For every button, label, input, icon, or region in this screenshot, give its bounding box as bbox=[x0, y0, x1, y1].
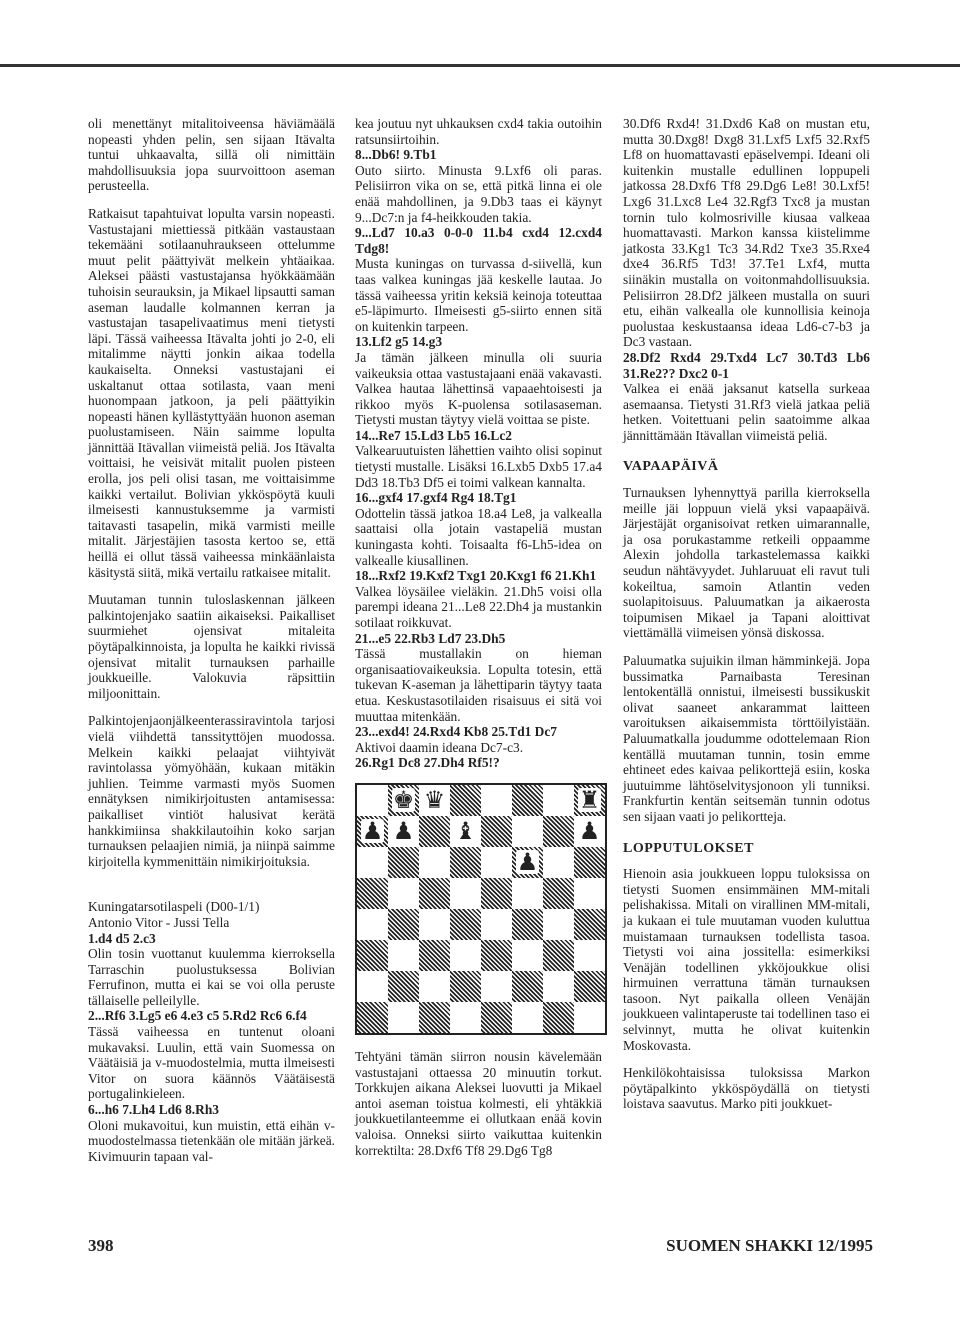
board-square bbox=[481, 909, 512, 940]
chess-piece-icon: ♜ bbox=[578, 786, 601, 815]
annotation: kea joutuu nyt uhkauksen cxd4 takia outoihin ratsunsiirtoihin. bbox=[355, 116, 602, 147]
board-square bbox=[357, 1002, 388, 1033]
game-players: Antonio Vitor - Jussi Tella bbox=[88, 914, 230, 930]
page-number: 398 bbox=[88, 1236, 114, 1255]
annotation: Tehtyäni tämän siirron nousin kävelemään vastustajani ottaessa 20 minuutin torkut. Torkkujen aikana Aleksei luovutti ja Mikael antoi aseman toistua kolmesti, eli yhtäkkiä joukkuetilanteemme ei ollutkaan enää kovin valoisa. Onneksi siirto vaikuttaa kuitenkin korrektilta: 28.Dxf6 Tf8 29.Dg6 Tg8 bbox=[355, 1048, 602, 1158]
board-square bbox=[388, 940, 419, 971]
board-square bbox=[512, 816, 543, 847]
paragraph: Paluumatka sujuikin ilman hämminkejä. Jopa bussimatka Parnaibasta Teresinan lentokentällä onnistui, ilmeisesti bussikuskit olivat saaneet ankarammat laitteen varoituksen aikaisemmista törttöilyistään. Paluumatkalla joudumme odottelemaan Rion kentällä muutaman tunnin, tosin emme ehtineet edes kaivaa pelikorttejä esiin, koska juutuimme lähtöselvitysjonoon yli tunniksi. Frankfurtin kentän seitsemän tunnin odotus sen sijaan vaati jo pelikortteja. bbox=[623, 653, 870, 824]
board-square bbox=[543, 785, 574, 816]
board-square bbox=[512, 1002, 543, 1033]
board-square bbox=[388, 1002, 419, 1033]
board-square bbox=[481, 1002, 512, 1033]
board-square bbox=[512, 940, 543, 971]
chess-piece-icon: ♟ bbox=[578, 817, 601, 846]
annotation: Tässä mustallakin on hieman organisaatiovaikeuksia. Lopulta totesin, että tukevan K-aseman ja lähettiparin täytyy taata etua. Keskustasotilaiden risaisuus ei sitä voi muuttaa mitenkään. bbox=[355, 646, 602, 724]
board-square bbox=[574, 940, 605, 971]
annotation: Valkearuutuisten lähettien vaihto olisi sopinut tietysti mustalle. Lisäksi 16.Lxb5 Dxb5 17.a4 Dd3 18.Tb3 Df5 ei toimi valkean kannalta. bbox=[355, 443, 602, 490]
section-heading-lopputulokset: LOPPUTULOKSET bbox=[623, 840, 754, 856]
board-square bbox=[543, 971, 574, 1002]
board-square bbox=[357, 785, 388, 816]
annotation: Outo siirto. Minusta 9.Lxf6 oli paras. Pelisiirron vika on se, että pitkä linna ei ole enää mahdollinen, ja 9.Db3 taas ei käynyt 9...Dc7:n ja f4-heikkouden takia. bbox=[355, 162, 602, 225]
board-square bbox=[450, 816, 481, 847]
move-text: 23...exd4! 24.Rxd4 Kb8 25.Td1 Dc7 bbox=[355, 724, 557, 740]
board-square bbox=[419, 878, 450, 909]
board-square bbox=[574, 785, 605, 816]
game-heading: Kuningatarsotilaspeli (D00-1/1) bbox=[88, 899, 260, 915]
move-text: 14...Re7 15.Ld3 Lb5 16.Lc2 bbox=[355, 427, 512, 443]
paragraph: Ratkaisut tapahtuivat lopulta varsin nopeasti. Vastustajani miettiessä pitkään vastaustaan tekemääni sotilaanuhraukseen ottelumme muut pelit päättyivät melkein yhtäaikaa. Aleksei päästi vastustajansa hyökkäämään tuhoisin seurauksin, ja Mikael lipsautti saman aseman laudalle kolmannen kerran ja vastustajan tasapelivaatimus meni tietysti läpi. Tässä vaiheessa Itävalta johti jo 2-0, eli mitalimme näytti jonkin aikaa todella kaukaiselta. Onneksi vastustajani ei uskaltanut ottaa sotilasta, vaan meni huonompaan jatkoon, ja peli päättyikin nopeasti hänen kyllästyttyään huonon aseman puolustamiseen. Näin saimme lopulta jännittää Itävallan viimeistä peliä. Jos Itävalta voittaisi, he veisivät mitalit puolen pisteen erolla, jos peli olisi tasan, me voittaisimme kaikki vertailut. Bolivian ykköspöytä kuuli ilmeisesti kannustuksemme ja varmisti taitavasti tasapelin, mikä varmisti meille mitalit. Järjestäjien tasosta kertoo se, että heillä ei ollut tässä vaiheessa minkäänlaista käsitystä siitä, mikä vertailu ratkaisee mitalit. bbox=[88, 205, 335, 580]
board-square bbox=[481, 847, 512, 878]
board-square bbox=[388, 909, 419, 940]
board-square bbox=[512, 878, 543, 909]
annotation: Odottelin tässä jatkoa 18.a4 Le8, ja valkealla saattaisi olla jotain vastapeliä mustan kuningasta kohti. Toisaalta f6-Lh5-idea on valkealle kiusallinen. bbox=[355, 505, 602, 568]
chess-piece-icon: ♛ bbox=[423, 786, 446, 815]
board-square bbox=[543, 847, 574, 878]
move-text: 13.Lf2 g5 14.g3 bbox=[355, 334, 443, 350]
board-square bbox=[481, 971, 512, 1002]
chess-piece-icon: ♟ bbox=[392, 817, 415, 846]
board-square bbox=[450, 940, 481, 971]
board-square bbox=[419, 1002, 450, 1033]
board-square bbox=[512, 971, 543, 1002]
board-square bbox=[543, 878, 574, 909]
annotation: Olin tosin vuottanut kuulemma kierroksella Tarraschin puolustuksessa Bolivian Ferrufinon, mutta ei kai se voi olla peruste tällaiselle pelleilylle. bbox=[88, 946, 335, 1008]
top-rule bbox=[0, 64, 960, 67]
board-square bbox=[512, 847, 543, 878]
board-square bbox=[574, 1002, 605, 1033]
board-square bbox=[450, 1002, 481, 1033]
board-square bbox=[357, 878, 388, 909]
board-square bbox=[574, 909, 605, 940]
chess-piece-icon: ♚ bbox=[392, 786, 415, 815]
board-square bbox=[357, 909, 388, 940]
board-square bbox=[419, 847, 450, 878]
move-text: 28.Df2 Rxd4 29.Txd4 Lc7 30.Td3 Lb6 31.Re2?? Dxc2 0-1 bbox=[623, 349, 870, 381]
annotation: Ja tämän jälkeen minulla oli suuria vaikeuksia ottaa vastustajaani enää vakavasti. Valkea hautaa lähettinsä vapaaehtoisesti ja rikkoo myös K-puolensa sotilasaseman. Tietysti mustan täytyy vielä voittaa se piste. bbox=[355, 349, 602, 428]
move-text: 1.d4 d5 2.c3 bbox=[88, 930, 156, 946]
board-square bbox=[450, 847, 481, 878]
paragraph: Hienoin asia joukkueen loppu tuloksissa on tietysti Suomen ensimmäinen MM-mitali pelishakissa. Mitali on virallinen MM-mitali, ja kukaan ei tule muutaman vuoden kuluttua muistamaan turnauksen todellista tasoa. Tietysti voi aina jossitella: esimerkiksi Venäjän todellinen ykköjoukkue olisi hirmuinen verrattuna tämän turnauksen tasoon. Nyt paikalla olleen Venäjän joukkueen valintaperuste tai todellinen taso ei selvinnyt, mutta he olivat kuitenkin Moskovasta. bbox=[623, 866, 870, 1053]
section-heading-vapaapaiva: VAPAAPÄIVÄ bbox=[623, 459, 719, 475]
board-square bbox=[357, 816, 388, 847]
move-text: 9...Ld7 10.a3 0-0-0 11.b4 cxd4 12.cxd4 Tdg8! bbox=[355, 225, 602, 256]
annotation: Valkea ei enää jaksanut katsella surkeaa asemaansa. Tietysti 31.Rf3 vielä jatkaa peliä hetken. Voitettuani pelin saatoimme alkaa jännittämään Itävallan viimeistä peliä. bbox=[623, 381, 870, 443]
board-square bbox=[450, 878, 481, 909]
journal-title: SUOMEN SHAKKI 12/1995 bbox=[666, 1236, 873, 1255]
board-square bbox=[574, 971, 605, 1002]
paragraph: Henkilökohtaisissa tuloksissa Markon pöytäpalkinto ykköspöydällä on tietysti loistava saavutus. Marko piti joukkuet- bbox=[623, 1065, 870, 1112]
board-square bbox=[543, 940, 574, 971]
paragraph: oli menettänyt mitalitoiveensa häviämäälä nopeasti yhden pelin, sen sijaan Itävalta tuntui uhkaavalta, sillä oli nimittäin mahdollisuuksia jopa suurvoittoon aseman perusteella. bbox=[88, 116, 335, 194]
board-square bbox=[512, 785, 543, 816]
move-text: 6...h6 7.Lh4 Ld6 8.Rh3 bbox=[88, 1102, 219, 1118]
board-square bbox=[450, 785, 481, 816]
column-1 bbox=[88, 116, 335, 1164]
board-square bbox=[574, 816, 605, 847]
board-square bbox=[543, 1002, 574, 1033]
board-square bbox=[512, 909, 543, 940]
board-square bbox=[450, 909, 481, 940]
move-text: 18...Rxf2 19.Kxf2 Txg1 20.Kxg1 f6 21.Kh1 bbox=[355, 568, 597, 584]
annotation: Tässä vaiheessa en tuntenut oloani mukavaksi. Luulin, että vain Suomessa on Väätäisiä ja v-muodostelmia, mutta ilmeisesti Vitor on suora käännös Väätäisestä portugalinkieleen. bbox=[88, 1024, 335, 1102]
chess-board-diagram bbox=[355, 783, 607, 1035]
board-square bbox=[388, 878, 419, 909]
board-square bbox=[481, 878, 512, 909]
board-square bbox=[357, 940, 388, 971]
board-square bbox=[450, 971, 481, 1002]
chess-piece-icon: ♝ bbox=[454, 817, 477, 846]
annotation: Oloni mukavoitui, kun muistin, että eihän v-muodostelmassa tietenkään ole mitään järkeä. Kivimuurin tapaan val- bbox=[88, 1117, 335, 1164]
annotation: 30.Df6 Rxd4! 31.Dxd6 Ka8 on mustan etu, mutta 30.Dxg8! Dxg8 31.Lxf5 Lxf5 32.Rxf5 Lf8 on huomattavasti epäselvempi. Ideani oli kuitenkin mustalle edullinen loppupeli jatkossa 28.Dxf6 Tf8 29.Dg6 Le8! 30.Lxf5! Lxg6 31.Lxc8 Le4 32.Rgf3 Txc8 ja mustan tornin tulo kolmosriville kiusaa valkeaa huomattavasti. Markon kanssa kiistelimme jatkosta 33.Kg1 Tc3 34.Rd2 Txe3 35.Rxe4 dxe4 36.Rf5 Td3! 37.Te1 Lxf4, mutta siinäkin mustalla on voitonmahdollisuuksia. Pelisiirron 28.Df2 jälkeen mustalla on suuri etu, eihän valkealla ole kunnollisia keinoja puolustaa keskustaansa ideaa Ld6-c7-b3 ja Dc3 vastaan. bbox=[623, 116, 870, 350]
move-text: 2...Rf6 3.Lg5 e6 4.e3 c5 5.Rd2 Rc6 6.f4 bbox=[88, 1008, 307, 1024]
board-square bbox=[419, 816, 450, 847]
board-square bbox=[388, 847, 419, 878]
board-square bbox=[419, 909, 450, 940]
annotation: Musta kuningas on turvassa d-siivellä, kun taas valkea kuningas jää keskelle lautaa. Jo tässä vaiheessa yritin keksiä keinoja toteuttaa e5-läpimurto. Ilmeisesti g5-siirto ennen sitä on kuitenkin tarpeen. bbox=[355, 256, 602, 334]
column-3 bbox=[623, 116, 870, 1124]
paragraph: Muutaman tunnin tuloslaskennan jälkeen palkintojenjako saatiin aikaiseksi. Paikalliset suurmiehet ojensivat mitaleita pöytäpalkinnoista, ja lopulta he kaikki rivissä ojensivat mitalit turnauksen parhaille joukkueille. Valokuvia räpsittiin miljoonittain. bbox=[88, 592, 335, 701]
board-square bbox=[388, 816, 419, 847]
move-text: 16...gxf4 17.gxf4 Rg4 18.Tg1 bbox=[355, 490, 517, 506]
board-square bbox=[388, 785, 419, 816]
chess-piece-icon: ♟ bbox=[361, 817, 384, 846]
board-square bbox=[419, 940, 450, 971]
move-text: 26.Rg1 Dc8 27.Dh4 Rf5!? bbox=[355, 755, 500, 771]
board-square bbox=[481, 816, 512, 847]
board-square bbox=[574, 878, 605, 909]
board-square bbox=[357, 971, 388, 1002]
board-square bbox=[543, 816, 574, 847]
annotation: Valkea löysäilee vieläkin. 21.Dh5 voisi olla parempi ideana 21...Le8 22.Dh4 ja mustankin sotilaat roikkuvat. bbox=[355, 583, 602, 630]
annotation: Aktivoi daamin ideana Dc7-c3. bbox=[355, 739, 524, 755]
move-text: 21...e5 22.Rb3 Ld7 23.Dh5 bbox=[355, 630, 506, 646]
move-text: 8...Db6! 9.Tb1 bbox=[355, 147, 437, 163]
board-square bbox=[481, 940, 512, 971]
board-square bbox=[543, 909, 574, 940]
paragraph: Turnauksen lyhennyttyä parilla kierroksella meille jäi loppuun vielä yksi vapaapäivä. Järjestäjät organisoivat retken uimarannalle, ja osa porukastamme retkeili oppaamme Alexin johdolla tarkastelemassa kaikki seudun nähtävyydet. Juhlaruuat eli ravut tuli kokeiltua, samoin Atlantin veden suolapitoisuus. Paluumatkan ja aikaerosta toipumisen Mikael ja Tapani aloittivat viettämällä viimeisen yönsä diskossa. bbox=[623, 485, 870, 641]
column-2 bbox=[355, 116, 602, 1158]
board-square bbox=[481, 785, 512, 816]
paragraph: Palkintojenjaonjälkeenterassiravintola tarjosi vielä viihdettä tanssityttöjen muodossa. Melkein kaikki pelaajat viihtyivät ravintolassa yömyöhään, kukaan mitäkin juhlien. Teimme varmasti myös Suomen ennätyksen nimikirjoitusten antamisessa: paikalliset vintiöt halusivat kerätä hankkimiinsa shakkilautoihin koko sarjan turnauksen pelaajien nimiä, ja niinpä saimme kirjoitella kymmenittäin nimikirjoituksia. bbox=[88, 713, 335, 869]
board-square bbox=[388, 971, 419, 1002]
board-square bbox=[574, 847, 605, 878]
board-square bbox=[419, 785, 450, 816]
board-square bbox=[357, 847, 388, 878]
chess-piece-icon: ♟ bbox=[516, 848, 539, 877]
board-square bbox=[419, 971, 450, 1002]
